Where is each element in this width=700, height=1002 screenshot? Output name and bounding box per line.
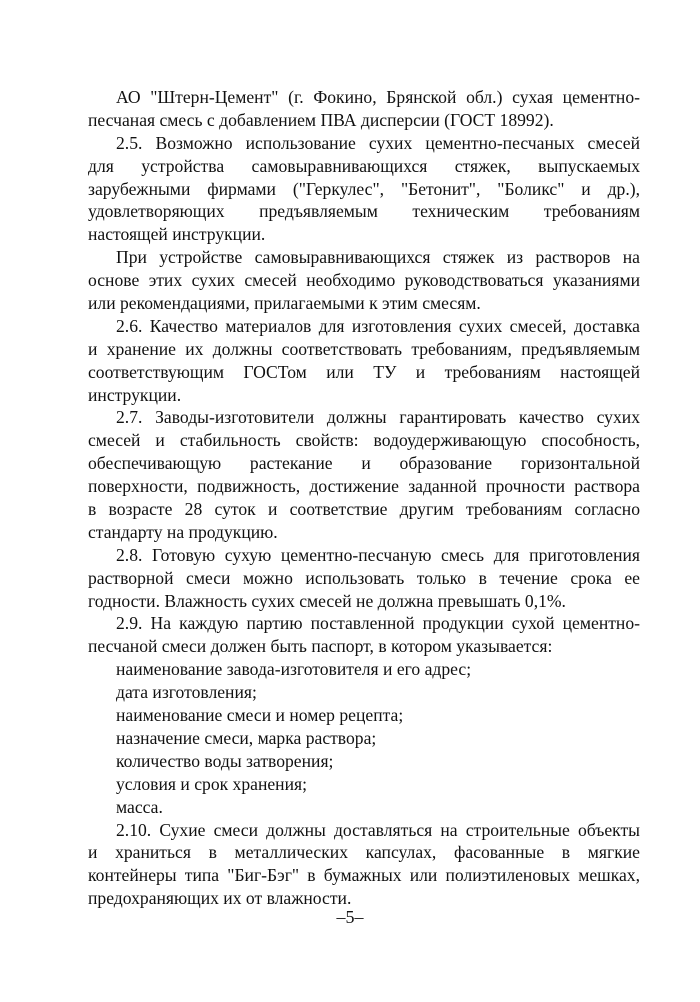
text-line: наименование завода-изготовителя и его адрес; [116, 659, 472, 680]
text-line: 2.6. Качество материалов для изготовления сухих смесей, доставка [116, 315, 640, 336]
page-number: –5– [336, 907, 364, 927]
text-line: дата изготовления; [116, 682, 257, 703]
text-line: основе этих сухих смесей необходимо руководствоваться указаниями [88, 270, 640, 291]
text-line: наименование смеси и номер рецепта; [116, 705, 404, 726]
text-line: условия и срок хранения; [116, 773, 307, 794]
text-line: стандарту на продукцию. [88, 521, 278, 542]
text-line: смесей и стабильность свойств: водоудерживающую способность, [88, 430, 640, 451]
text-line: годности. Влажность сухих смесей не должна превышать 0,1%. [88, 590, 566, 611]
text-line: зарубежными фирмами ("Геркулес", "Бетонит", "Боликс" и др.), [88, 178, 640, 199]
text-line: контейнеры типа "Биг-Бэг" в бумажных или полиэтиленовых мешках, [88, 865, 640, 886]
text-line: 2.7. Заводы-изготовители должны гарантировать качество сухих [116, 407, 640, 428]
text-line: песчаной смеси должен быть паспорт, в котором указывается: [88, 636, 553, 657]
text-line: песчаная смесь с добавлением ПВА дисперсии (ГОСТ 18992). [88, 109, 554, 130]
text-line: 2.5. Возможно использование сухих цементно-песчаных смесей [116, 132, 640, 153]
text-line: или рекомендациями, прилагаемыми к этим смесям. [88, 293, 481, 314]
text-line: и храниться в металлических капсулах, фасованные в мягкие [88, 842, 640, 863]
text-line: обеспечивающую растекание и образование горизонтальной [88, 453, 640, 474]
document-page [88, 86, 640, 910]
text-line: для устройства самовыравнивающихся стяжек, выпускаемых [88, 155, 640, 176]
text-line: поверхности, подвижность, достижение заданной прочности раствора [88, 476, 640, 497]
text-line: масса. [116, 796, 163, 817]
text-line: 2.8. Готовую сухую цементно-песчаную смесь для приготовления [116, 544, 640, 565]
text-line: соответствующим ГОСТом или ТУ и требованиям настоящей [88, 361, 640, 382]
text-line: 2.9. На каждую партию поставленной продукции сухой цементно- [116, 613, 640, 634]
document-body [88, 86, 640, 910]
text-line: предохраняющих их от влажности. [88, 888, 352, 909]
text-line: растворной смеси можно использовать только в течение срока ее [88, 567, 640, 588]
text-line: и хранение их должны соответствовать требованиям, предъявляемым [88, 338, 640, 359]
text-line: количество воды затворения; [116, 750, 334, 771]
text-line: в возрасте 28 суток и соответствие другим требованиям согласно [88, 499, 640, 520]
text-line: При устройстве самовыравнивающихся стяжек из растворов на [116, 247, 640, 268]
text-line: удовлетворяющих предъявляемым техническим требованиям [88, 201, 640, 222]
text-line: АО "Штерн-Цемент" (г. Фокино, Брянской обл.) сухая цементно- [116, 87, 640, 107]
text-line: 2.10. Сухие смеси должны доставляться на строительные объекты [116, 819, 640, 840]
text-line: инструкции. [88, 384, 182, 405]
text-line: настоящей инструкции. [88, 224, 266, 245]
text-line: назначение смеси, марка раствора; [116, 727, 377, 748]
